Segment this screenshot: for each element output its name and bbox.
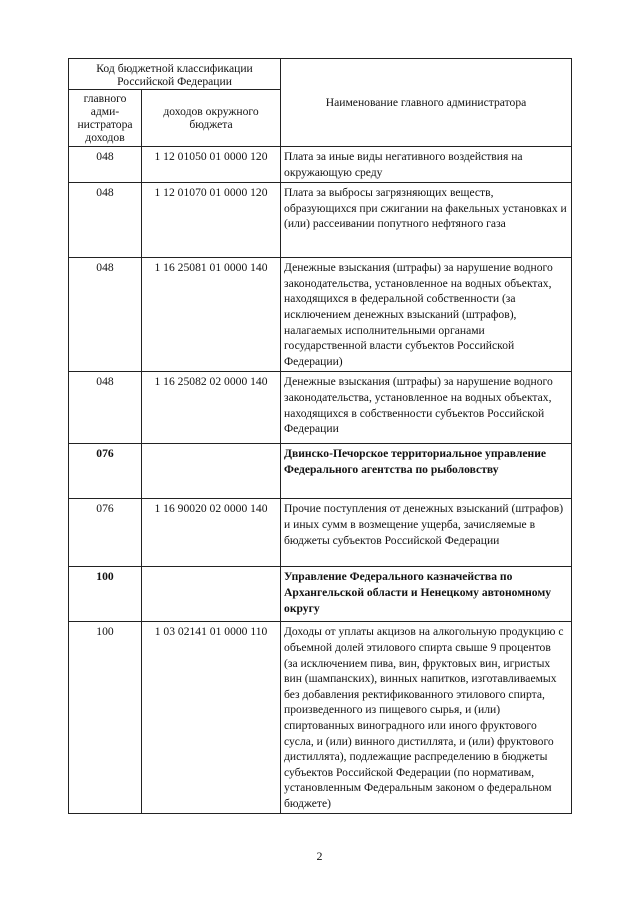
administrator-name-cell: Плата за иные виды негативного воздействия на окружающую среду [281,147,572,183]
administrator-name-cell: Управление Федерального казначейства по Архангельской области и Ненецкому автономному округу [281,567,572,622]
administrator-name-cell: Плата за выбросы загрязняющих веществ, образующихся при сжигании на факельных установках и (или) рассеивании попутного нефтяного газа [281,183,572,258]
table-row [69,499,572,567]
table-row [69,567,572,622]
admin-code-cell: 100 [69,622,142,814]
administrator-name-cell: Доходы от уплаты акцизов на алкогольную продукцию с объемной долей этилового спирта свыше 9 процентов (за исключением пива, вин, фруктовых вин, игристых вин (шампанских), винных напитков, изготавливаемых без добавления ректификованного этилового спирта, произведенного из пищевого сырья, и (или) спиртованных виноградного или иного фруктового сусла, и (или) винного дистиллята, и (или) фруктового дистиллята), подлежащие распределению в бюджеты субъектов Российской Федерации (по нормативам, установленным Федеральным законом о федеральном бюджете) [281,622,572,814]
admin-code-cell: 076 [69,444,142,499]
table-row [69,372,572,444]
table-row [69,622,572,814]
table-row [69,258,572,372]
admin-code-cell: 048 [69,183,142,258]
header-budget-code-group: Код бюджетной классификации Российской Федерации [69,59,281,90]
admin-code-cell: 048 [69,258,142,372]
administrator-name-cell: Денежные взыскания (штрафы) за нарушение водного законодательства, установленное на водных объектах, находящихся в собственности субъектов Российской Федерации [281,372,572,444]
administrator-name-cell: Денежные взыскания (штрафы) за нарушение водного законодательства, установленное на водных объектах, находящихся в федеральной собственности (за исключением денежных взысканий (штрафов), налагаемых исполнительными органами государственной власти субъектов Российской Федерации) [281,258,572,372]
income-code-cell: 1 12 01070 01 0000 120 [142,183,281,258]
income-code-cell: 1 16 25081 01 0000 140 [142,258,281,372]
income-code-cell: 1 16 90020 02 0000 140 [142,499,281,567]
administrator-name-cell: Прочие поступления от денежных взысканий (штрафов) и иных сумм в возмещение ущерба, зачисляемые в бюджеты субъектов Российской Федерации [281,499,572,567]
income-code-cell: 1 12 01050 01 0000 120 [142,147,281,183]
table-row [69,147,572,183]
admin-code-cell: 076 [69,499,142,567]
income-code-cell [142,444,281,499]
admin-code-cell: 048 [69,372,142,444]
header-main-administrator: главного адми-нистратора доходов [69,90,142,147]
admin-code-cell: 048 [69,147,142,183]
income-code-cell: 1 03 02141 01 0000 110 [142,622,281,814]
table-row [69,183,572,258]
table-row [69,444,572,499]
administrator-name-cell: Двинско-Печорское территориальное управление Федерального агентства по рыболовству [281,444,572,499]
budget-classification-table [68,58,572,814]
header-administrator-name: Наименование главного администратора [281,59,572,147]
header-district-budget-income: доходов окружного бюджета [142,90,281,147]
income-code-cell [142,567,281,622]
page-number: 2 [316,849,323,863]
income-code-cell: 1 16 25082 02 0000 140 [142,372,281,444]
table-header-row [69,59,572,90]
admin-code-cell: 100 [69,567,142,622]
